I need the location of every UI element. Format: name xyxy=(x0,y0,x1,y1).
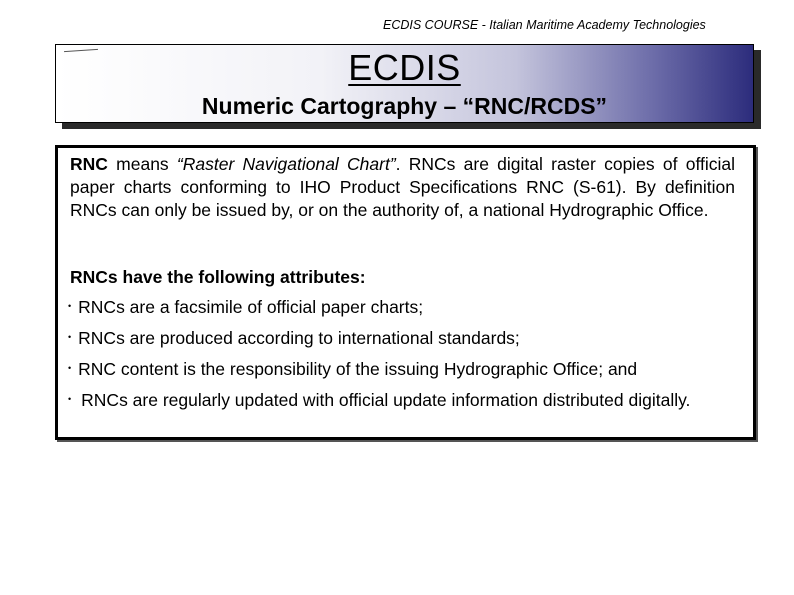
intro-means: means xyxy=(107,154,177,174)
bullet-icon: • xyxy=(68,363,72,374)
bullet-icon: • xyxy=(68,301,72,312)
list-item xyxy=(68,358,733,381)
list-item-text: RNCs are a facsimile of official paper charts; xyxy=(78,297,424,317)
slide-subtitle: Numeric Cartography – “RNC/RCDS” xyxy=(201,93,608,119)
title-box xyxy=(55,44,754,123)
bullet-icon: • xyxy=(68,394,72,405)
bullet-icon: • xyxy=(68,332,72,343)
intro-paragraph xyxy=(70,153,735,222)
list-item xyxy=(68,296,733,319)
slide-title-text: ECDIS xyxy=(348,47,461,88)
list-item-text: RNCs are produced according to international standards; xyxy=(78,328,520,348)
list-item xyxy=(68,389,733,412)
intro-quote: “Raster Navigational Chart” xyxy=(176,154,396,174)
content-box xyxy=(55,145,756,440)
slide-title xyxy=(56,48,753,88)
list-item-text: RNCs are regularly updated with official update information distributed digitally. xyxy=(81,390,691,410)
list-item xyxy=(68,327,733,350)
course-header: ECDIS COURSE - Italian Maritime Academy Technologies xyxy=(383,18,706,32)
list-item-text: RNC content is the responsibility of the issuing Hydrographic Office; and xyxy=(78,359,638,379)
intro-term: RNC xyxy=(70,154,108,174)
intro-rest: . RNCs are digital raster copies of official paper charts conforming to IHO Product Specifications RNC (S-61). By definition RNCs can only be issued by, or on the authority of, a national Hydrographic Office. xyxy=(70,154,736,220)
attributes-heading: RNCs have the following attributes: xyxy=(70,267,366,287)
